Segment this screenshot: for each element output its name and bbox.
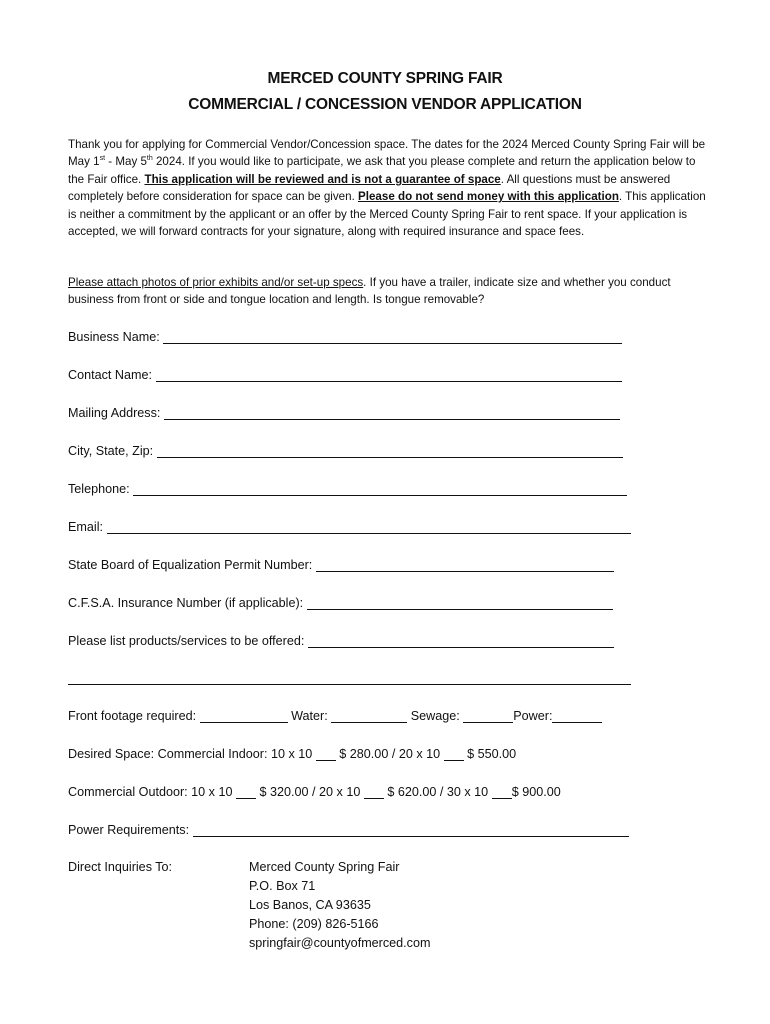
contact-po-box: P.O. Box 71 bbox=[249, 879, 316, 893]
indoor-10x10-field[interactable] bbox=[316, 746, 336, 761]
products-row bbox=[68, 632, 614, 650]
water-field[interactable] bbox=[331, 708, 407, 723]
indoor-20x10-field[interactable] bbox=[444, 746, 464, 761]
contact-organization: Merced County Spring Fair bbox=[249, 860, 400, 874]
intro-text-5: . This application is neither a commitment by the applicant or an offer by the Merced County Spring Fair to rent space. If your application is accepted, we will forward contracts for your signature, along with required insurance and space fees. bbox=[68, 190, 706, 239]
trailer-instruction: . If you have a trailer, indicate size and whether you conduct business from front or side and tongue location and length. Is tongue removable? bbox=[68, 276, 671, 307]
front-footage-label: Front footage required: bbox=[68, 709, 197, 723]
contact-name-field[interactable] bbox=[156, 367, 622, 382]
outdoor-space-label: Commercial Outdoor: 10 x 10 bbox=[68, 785, 233, 799]
power-requirements-row bbox=[68, 821, 629, 839]
not-guarantee-notice: This application will be reviewed and is not a guarantee of space bbox=[144, 172, 501, 186]
water-label: Water: bbox=[291, 709, 328, 723]
form-subtitle: COMMERCIAL / CONCESSION VENDOR APPLICATION bbox=[188, 96, 582, 113]
intro-text-2: - May 5 bbox=[105, 155, 147, 169]
inquiries-label: Direct Inquiries To: bbox=[68, 860, 173, 874]
contact-email: springfair@countyofmerced.com bbox=[249, 936, 431, 950]
city-state-zip-field[interactable] bbox=[157, 443, 623, 458]
footage-row bbox=[68, 707, 602, 725]
insurance-number-field[interactable] bbox=[307, 595, 613, 610]
outdoor-10x10-field[interactable] bbox=[236, 784, 256, 799]
photos-paragraph bbox=[68, 274, 708, 309]
no-money-notice: Please do not send money with this application bbox=[358, 190, 619, 204]
permit-number-row bbox=[68, 556, 614, 574]
insurance-number-row bbox=[68, 594, 613, 612]
indoor-space-label: Desired Space: Commercial Indoor: 10 x 10 bbox=[68, 747, 313, 761]
power-field[interactable] bbox=[552, 708, 602, 723]
contact-name-label: Contact Name: bbox=[68, 368, 152, 382]
outdoor-30x10-field[interactable] bbox=[492, 784, 512, 799]
intro-sup-2: th bbox=[146, 155, 153, 163]
mailing-address-label: Mailing Address: bbox=[68, 406, 161, 420]
email-row bbox=[68, 518, 631, 536]
business-name-field[interactable] bbox=[163, 329, 622, 344]
outdoor-price-1: $ 320.00 / 20 x 10 bbox=[259, 785, 361, 799]
power-label: Power: bbox=[513, 709, 553, 723]
outdoor-price-2: $ 620.00 / 30 x 10 bbox=[387, 785, 489, 799]
products-field-extra-line[interactable] bbox=[68, 684, 631, 685]
form-title: MERCED COUNTY SPRING FAIR bbox=[267, 70, 503, 87]
contact-city: Los Banos, CA 93635 bbox=[249, 898, 371, 912]
business-name-label: Business Name: bbox=[68, 330, 160, 344]
telephone-row bbox=[68, 480, 627, 498]
telephone-label: Telephone: bbox=[68, 482, 130, 496]
intro-paragraph bbox=[68, 136, 708, 240]
sewage-label: Sewage: bbox=[410, 709, 460, 723]
contact-phone: Phone: (209) 826-5166 bbox=[249, 917, 379, 931]
indoor-price-1: $ 280.00 / 20 x 10 bbox=[339, 747, 441, 761]
outdoor-price-3: $ 900.00 bbox=[511, 785, 561, 799]
indoor-space-row bbox=[68, 745, 516, 763]
outdoor-20x10-field[interactable] bbox=[364, 784, 384, 799]
mailing-address-row bbox=[68, 404, 620, 422]
contact-name-row bbox=[68, 366, 622, 384]
products-field[interactable] bbox=[308, 633, 614, 648]
sewage-field[interactable] bbox=[463, 708, 513, 723]
intro-text-3: 2024. If you would like to participate, we ask that you please complete and return the application below to the Fair office. bbox=[68, 155, 696, 186]
front-footage-field[interactable] bbox=[200, 708, 288, 723]
intro-text-4: . All questions must be answered completely before consideration for space can be given. bbox=[68, 172, 671, 204]
intro-sup-1: st bbox=[99, 155, 106, 163]
email-field[interactable] bbox=[107, 519, 631, 534]
products-label: Please list products/services to be offered: bbox=[68, 634, 305, 648]
photos-instruction: Please attach photos of prior exhibits and/or set-up specs bbox=[68, 276, 364, 289]
indoor-price-2: $ 550.00 bbox=[467, 747, 517, 761]
power-requirements-field[interactable] bbox=[193, 822, 629, 837]
permit-number-label: State Board of Equalization Permit Number: bbox=[68, 558, 313, 572]
telephone-field[interactable] bbox=[133, 481, 627, 496]
email-label: Email: bbox=[68, 520, 103, 534]
mailing-address-field[interactable] bbox=[164, 405, 620, 420]
power-requirements-label: Power Requirements: bbox=[68, 823, 190, 837]
permit-number-field[interactable] bbox=[316, 557, 614, 572]
contact-block bbox=[249, 858, 430, 953]
intro-text-1: Thank you for applying for Commercial Vendor/Concession space. The dates for the 2024 Merced County Spring Fair will be May 1 bbox=[68, 138, 706, 169]
insurance-number-label: C.F.S.A. Insurance Number (if applicable): bbox=[68, 596, 304, 610]
business-name-row bbox=[68, 328, 622, 346]
outdoor-space-row bbox=[68, 783, 561, 801]
city-state-zip-label: City, State, Zip: bbox=[68, 444, 154, 458]
city-state-zip-row bbox=[68, 442, 623, 460]
